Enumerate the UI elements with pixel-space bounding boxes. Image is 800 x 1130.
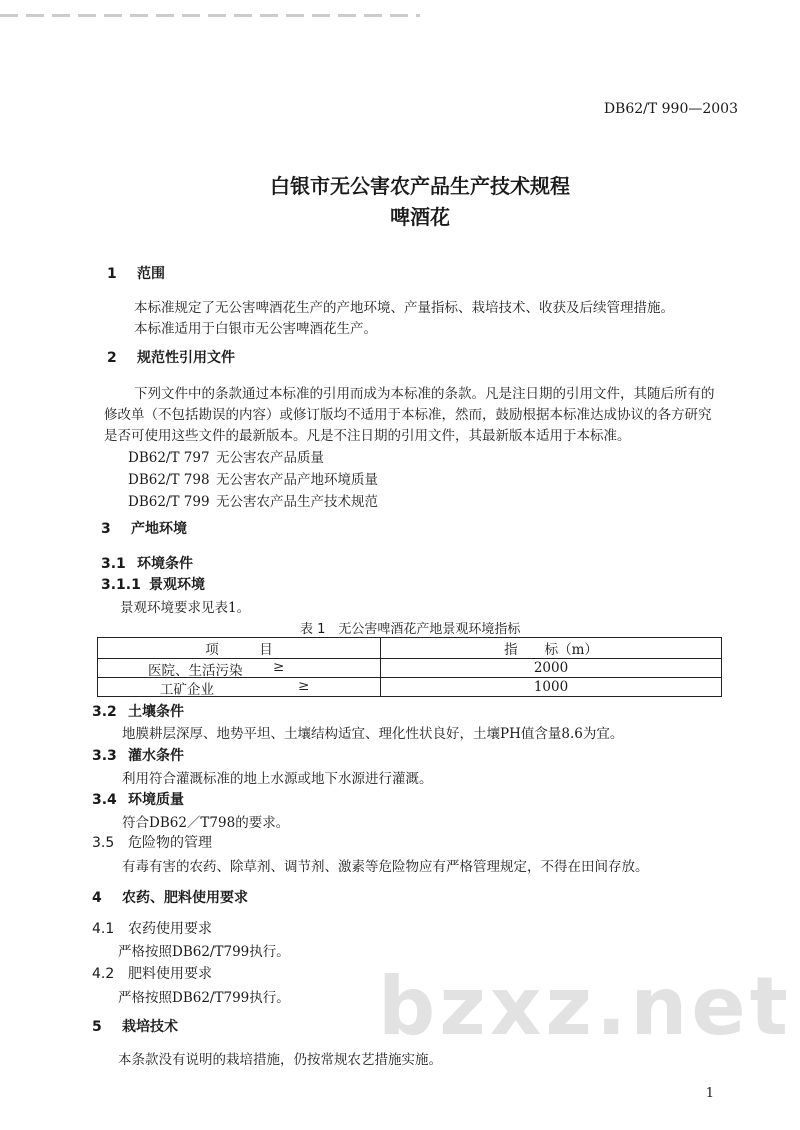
subsection-heading: 4.2 肥料使用要求 (92, 966, 212, 982)
paragraph: 是否可使用这些文件的最新版本。凡是不注日期的引用文件，其最新版本适用于本标准。 (104, 428, 631, 444)
section-heading: 2 规范性引用文件 (107, 350, 235, 366)
subsection-heading: 3.5 危险物的管理 (92, 835, 212, 851)
table-header-row (98, 638, 722, 659)
paragraph: 有毒有害的农药、除草剂、调节剂、激素等危险物应有严格管理规定，不得在田间存放。 (122, 859, 649, 875)
section-heading: 3 产地环境 (101, 521, 187, 537)
document-title: 白银市无公害农产品生产技术规程 (270, 174, 570, 198)
paragraph: 修改单（不包括勘误的内容）或修订版均不适用于本标准，然而，鼓励根据本标准达成协议的各方研究 (104, 407, 712, 423)
paragraph: 本标准适用于白银市无公害啤酒花生产。 (134, 321, 377, 337)
paragraph: 本标准规定了无公害啤酒花生产的产地环境、产量指标、栽培技术、收获及后续管理措施。 (134, 300, 674, 316)
paragraph: 严格按照DB62/T799执行。 (118, 990, 290, 1006)
subsection-heading: 3.1.1 景观环境 (101, 577, 205, 593)
document-subtitle: 啤酒花 (390, 205, 450, 229)
table-row (98, 678, 722, 697)
table-cell-value: 2000 (381, 659, 722, 678)
section-heading: 5 栽培技术 (92, 1019, 178, 1035)
paragraph: 严格按照DB62/T799执行。 (118, 944, 290, 960)
table-row (98, 659, 722, 678)
subsection-heading: 3.1 环境条件 (101, 556, 193, 572)
reference-item: DB62/T 798 无公害农产品产地环境质量 (128, 472, 378, 488)
paragraph: 利用符合灌溉标准的地上水源或地下水源进行灌溉。 (122, 771, 433, 787)
table-cell-item: 工矿企业 ≥ (98, 678, 381, 697)
table-header-item: 项 目 (98, 638, 381, 659)
paragraph: 景观环境要求见表1。 (120, 600, 251, 616)
paragraph: 本条款没有说明的栽培措施，仍按常规农艺措施实施。 (118, 1052, 442, 1068)
table-header-index: 指 标（m） (381, 638, 722, 659)
reference-item: DB62/T 799 无公害农产品生产技术规范 (128, 494, 378, 510)
paragraph: 地膜耕层深厚、地势平坦、土壤结构适宜、理化性状良好，土壤PH值含量8.6为宜。 (122, 726, 624, 742)
table-caption: 表 1 无公害啤酒花产地景观环境指标 (300, 622, 521, 637)
subsection-heading: 3.4 环境质量 (92, 792, 184, 808)
watermark: bzxz.net (378, 960, 792, 1053)
standard-code: DB62/T 990—2003 (603, 101, 738, 117)
reference-item: DB62/T 797 无公害农产品质量 (128, 450, 324, 466)
table-cell-value: 1000 (381, 678, 722, 697)
subsection-heading: 4.1 农药使用要求 (92, 921, 212, 937)
paragraph: 下列文件中的条款通过本标准的引用而成为本标准的条款。凡是注日期的引用文件，其随后所有的 (134, 386, 715, 402)
section-heading: 4 农药、肥料使用要求 (92, 890, 248, 906)
subsection-heading: 3.2 土壤条件 (92, 704, 184, 720)
table-cell-item: 医院、生活污染 ≥ (98, 659, 381, 678)
page-number: 1 (705, 1086, 714, 1101)
paragraph: 符合DB62／T798的要求。 (122, 815, 290, 831)
scan-artifact (0, 14, 420, 17)
section-heading: 1 范围 (107, 266, 165, 282)
environment-table (97, 637, 722, 697)
subsection-heading: 3.3 灌水条件 (92, 748, 184, 764)
